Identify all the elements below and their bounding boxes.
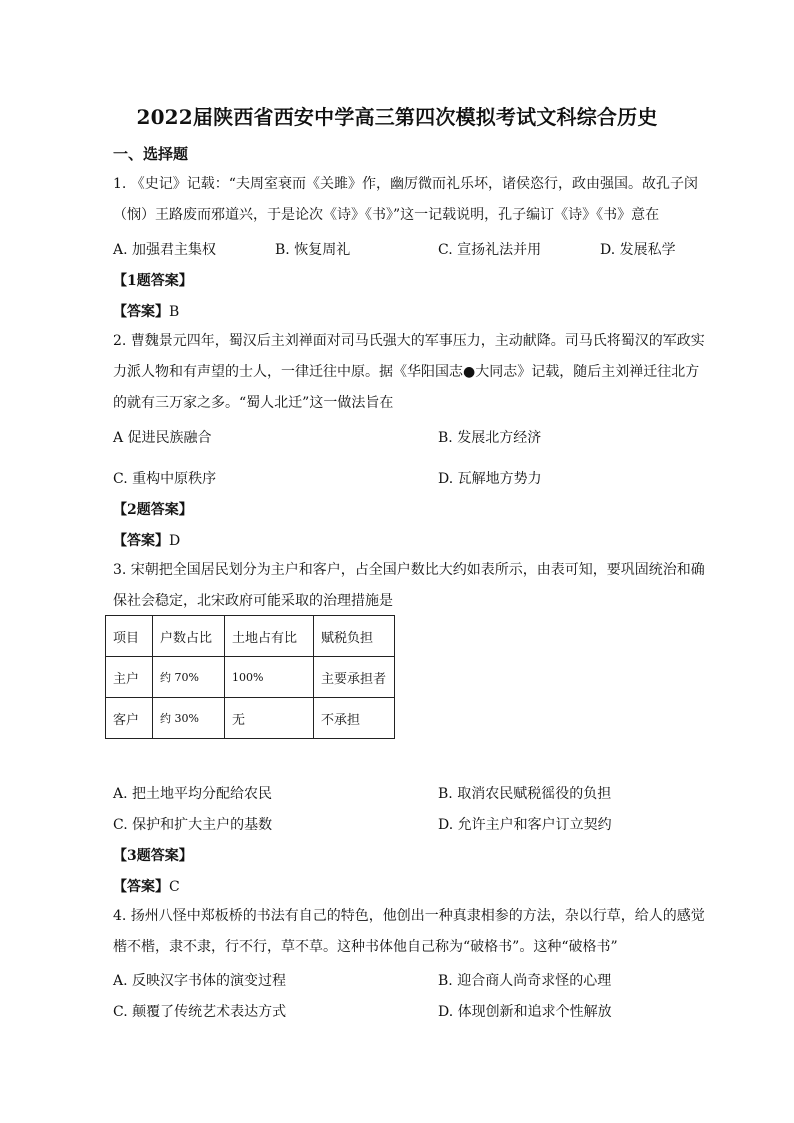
q1-option-a: A. 加强君主集权: [113, 242, 217, 258]
table-cell: 无: [225, 698, 314, 739]
q1-option-b: B. 恢复周礼: [275, 242, 351, 258]
q1-answer-value: B: [169, 304, 180, 320]
q2-answer-header: 【2题答案】: [113, 502, 193, 518]
q2-option-d: D. 瓦解地方势力: [438, 471, 542, 487]
table-cell: 客户: [106, 698, 153, 739]
q2-answer: [113, 530, 180, 550]
q3-option-c: C. 保护和扩大主户的基数: [113, 817, 273, 833]
table-cell: 100%: [225, 657, 314, 698]
q3-stem-line2: 保社会稳定，北宋政府可能采取的治理措施是: [113, 593, 393, 609]
q2-stem-line2: 力派人物和有声望的士人，一律迁往中原。据《华阳国志●大同志》记载，随后主刘禅迁往北方: [113, 364, 700, 380]
q1-answer: [113, 301, 179, 321]
q3-answer-label: 【答案】: [113, 879, 169, 895]
q4-stem-line1: 4. 扬州八怪中郑板桥的书法有自己的特色，他创出一种真隶相参的方法，杂以行草，给人的感觉: [113, 908, 705, 924]
q3-option-b: B. 取消农民赋税徭役的负担: [438, 786, 612, 802]
q1-option-c: C. 宣扬礼法并用: [438, 242, 542, 258]
table-header-cell: 赋税负担: [314, 616, 395, 657]
table-cell: 主户: [106, 657, 153, 698]
q4-stem-line2: 楷不楷，隶不隶，行不行，草不草。这种书体他自己称为“破格书”。这种“破格书”: [113, 939, 618, 955]
q3-answer: [113, 876, 180, 896]
q2-stem-line1: 2. 曹魏景元四年，蜀汉后主刘禅面对司马氏强大的军事压力，主动献降。司马氏将蜀汉的军政实: [113, 333, 705, 349]
q3-option-a: A. 把土地平均分配给农民: [113, 786, 273, 802]
q2-answer-label: 【答案】: [113, 533, 169, 549]
table-header-cell: 项目: [106, 616, 153, 657]
q3-data-table: [105, 615, 395, 739]
table-cell: 主要承担者: [314, 657, 395, 698]
q1-stem-line1: 1. 《史记》记载：“夫周室衰而《关雎》作，幽厉微而礼乐坏，诸侯恣行，政由强国。故孔子闵: [113, 176, 698, 192]
q1-answer-header: 【1题答案】: [113, 273, 193, 289]
q2-option-b: B. 发展北方经济: [438, 430, 542, 446]
table-header-cell: 户数占比: [153, 616, 225, 657]
q3-answer-value: C: [169, 879, 180, 895]
section-heading: 一、选择题: [113, 145, 189, 163]
q4-option-c: C. 颠覆了传统艺术表达方式: [113, 1004, 287, 1020]
q2-answer-value: D: [169, 533, 181, 549]
q1-stem-line2: （悯）王路废而邪道兴，于是论次《诗》《书》”这一记载说明，孔子编订《诗》《书》意在: [113, 207, 660, 223]
q1-answer-label: 【答案】: [113, 304, 169, 320]
q2-option-a: A 促进民族融合: [113, 430, 212, 446]
q3-stem-line1: 3. 宋朝把全国居民划分为主户和客户，占全国户数比大约如表所示，由表可知，要巩固统治和确: [113, 562, 705, 578]
q1-option-d: D. 发展私学: [600, 242, 676, 258]
q2-stem-line3: 的就有三万家之多。“蜀人北迁”这一做法旨在: [113, 395, 394, 411]
table-row: [106, 657, 395, 698]
q4-option-a: A. 反映汉字书体的演变过程: [113, 973, 287, 989]
table-row: [106, 698, 395, 739]
table-header-cell: 土地占有比: [225, 616, 314, 657]
q4-option-b: B. 迎合商人尚奇求怪的心理: [438, 973, 612, 989]
q3-option-d: D. 允许主户和客户订立契约: [438, 817, 612, 833]
q2-option-c: C. 重构中原秩序: [113, 471, 217, 487]
table-cell: 约 70%: [153, 657, 225, 698]
q3-answer-header: 【3题答案】: [113, 848, 193, 864]
table-cell: 约 30%: [153, 698, 225, 739]
table-cell: 不承担: [314, 698, 395, 739]
page-title: 2022届陕西省西安中学高三第四次模拟考试文科综合历史: [136, 105, 658, 129]
table-header-row: [106, 616, 395, 657]
q4-option-d: D. 体现创新和追求个性解放: [438, 1004, 612, 1020]
